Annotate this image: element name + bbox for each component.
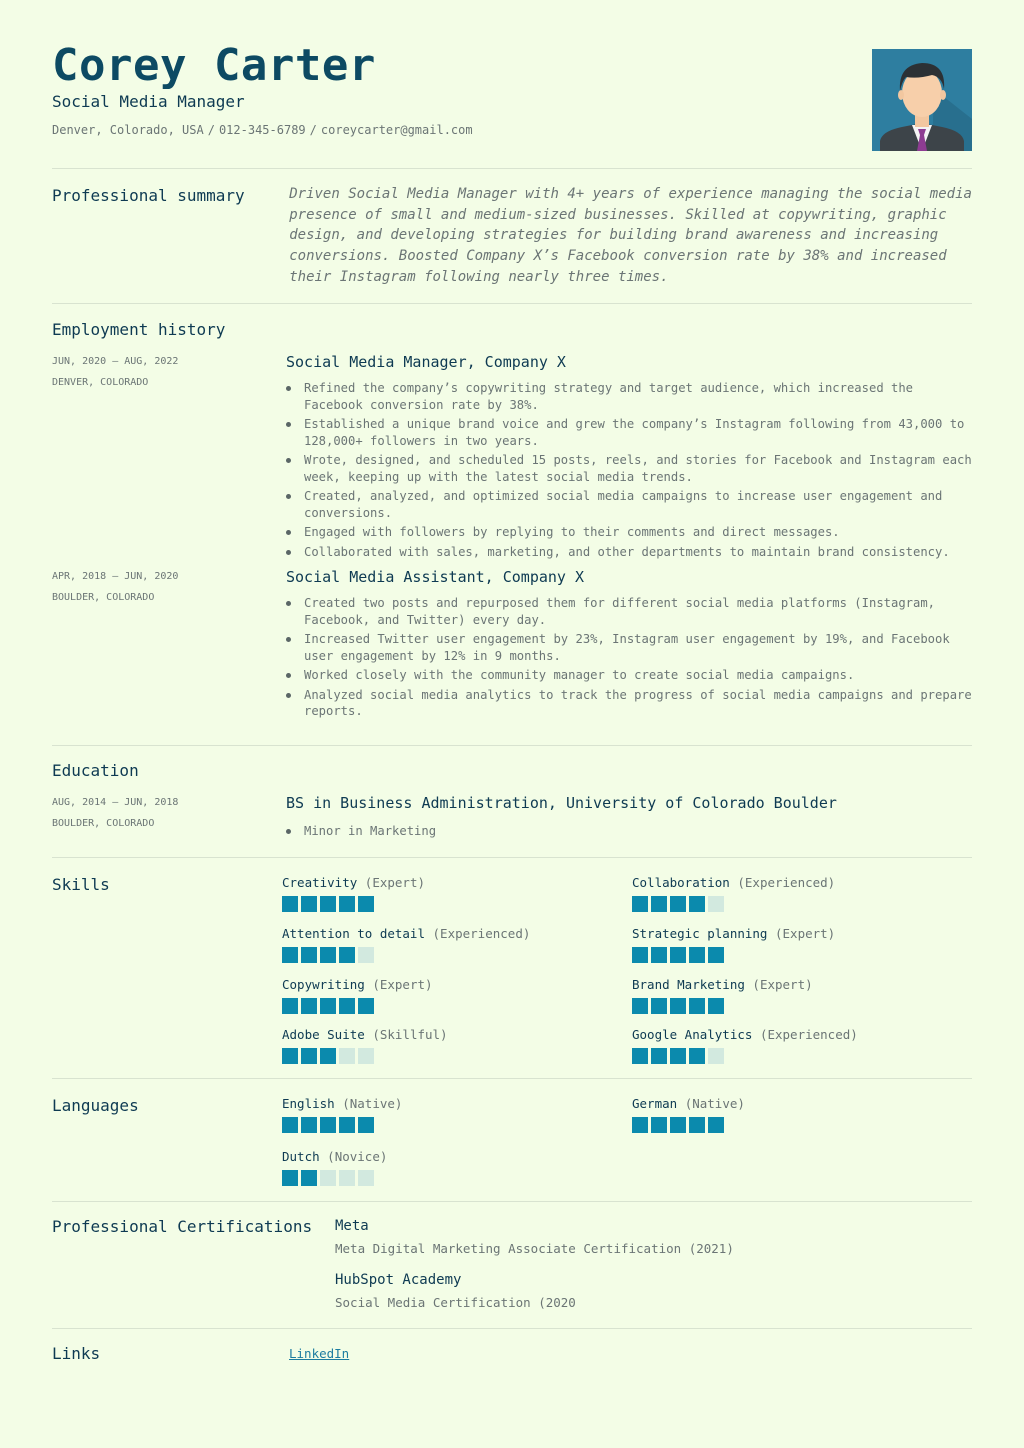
skill-level: (Expert) <box>775 925 836 941</box>
rating-square-filled <box>708 998 724 1014</box>
candidate-name: Corey Carter <box>52 40 376 91</box>
certifications-heading: Professional Certifications <box>52 1217 313 1236</box>
rating-square-filled <box>339 998 355 1014</box>
skill-item <box>282 926 632 975</box>
language-level: (Native) <box>342 1096 403 1111</box>
language-rating <box>282 1117 632 1133</box>
skill-item <box>632 926 972 975</box>
rating-square-filled <box>670 1048 686 1064</box>
language-level: (Novice) <box>327 1148 388 1164</box>
rating-square-filled <box>651 1048 667 1064</box>
job-bullets <box>286 595 972 720</box>
education-body <box>286 793 972 843</box>
rating-square-filled <box>632 896 648 912</box>
skill-rating <box>632 1048 972 1064</box>
skill-name: Creativity <box>282 875 358 890</box>
languages-section <box>52 1079 972 1201</box>
skill-rating <box>632 896 972 912</box>
job-location: DENVER, COLORADO <box>52 377 149 388</box>
job-bullets <box>286 380 972 560</box>
rating-square-filled <box>339 1117 355 1133</box>
skill-item <box>282 977 632 1026</box>
rating-square-filled <box>282 947 298 963</box>
education-section <box>52 746 972 857</box>
skill-name: Brand Marketing <box>632 976 745 992</box>
job-title: Social Media Manager, Company X <box>286 353 566 371</box>
skills-grid <box>282 875 972 1078</box>
rating-square-filled <box>358 998 374 1014</box>
summary-text: Driven Social Media Manager with 4+ years of experience managing the social media presence of small and medium-sized businesses. Skilled at copywriting, graphic design, and developing strategies for building brand awareness and increasing conversions. Boosted Company X’s Facebook conversion rate by 38% and increased their Instagram following nearly three times. <box>289 186 972 285</box>
links-heading: Links <box>52 1344 101 1363</box>
education-bullet: Minor in Marketing <box>286 823 972 840</box>
contact-email: coreycarter@gmail.com <box>320 123 473 137</box>
skill-rating <box>632 998 972 1014</box>
rating-square-filled <box>689 1117 705 1133</box>
skill-level: (Experienced) <box>737 875 836 890</box>
rating-square-filled <box>320 896 336 912</box>
rating-square-empty <box>358 947 374 963</box>
language-rating <box>632 1117 972 1133</box>
rating-square-filled <box>632 998 648 1014</box>
rating-square-filled <box>651 896 667 912</box>
rating-square-filled <box>651 998 667 1014</box>
contact-separator: / <box>207 123 215 137</box>
language-rating <box>282 1170 632 1186</box>
job-entry <box>52 567 972 723</box>
education-heading: Education <box>52 761 139 780</box>
certifications-list <box>335 1217 734 1328</box>
summary-section <box>52 169 972 303</box>
job-bullet: Created, analyzed, and optimized social media campaigns to increase user engagement and conversions. <box>286 488 972 521</box>
job-location: BOULDER, COLORADO <box>52 592 155 603</box>
rating-square-filled <box>339 896 355 912</box>
skill-item <box>282 1027 632 1076</box>
rating-square-filled <box>358 896 374 912</box>
certification-item <box>335 1217 734 1257</box>
skill-rating <box>282 1048 632 1064</box>
rating-square-filled <box>301 947 317 963</box>
certification-name: Meta Digital Marketing Associate Certification (2021) <box>335 1241 734 1256</box>
skill-rating <box>282 896 632 912</box>
contact-location: Denver, Colorado, USA <box>52 123 204 137</box>
rating-square-filled <box>282 896 298 912</box>
rating-square-filled <box>632 947 648 963</box>
skill-level: (Experienced) <box>759 1027 858 1043</box>
education-dates: AUG, 2014 – JUN, 2018 <box>52 797 179 808</box>
rating-square-filled <box>282 1170 298 1186</box>
education-bullets <box>286 823 972 840</box>
rating-square-filled <box>689 947 705 963</box>
skill-name: Copywriting <box>282 976 365 992</box>
rating-square-filled <box>651 947 667 963</box>
skill-item <box>282 875 632 924</box>
education-location: BOULDER, COLORADO <box>52 818 155 829</box>
language-name: English <box>282 1096 335 1111</box>
languages-heading: Languages <box>52 1096 139 1115</box>
rating-square-filled <box>651 1117 667 1133</box>
rating-square-empty <box>339 1048 355 1064</box>
certifications-section <box>52 1202 972 1328</box>
rating-square-filled <box>320 1048 336 1064</box>
resume-header <box>52 0 972 168</box>
rating-square-empty <box>358 1048 374 1064</box>
job-bullet: Engaged with followers by replying to their comments and direct messages. <box>286 524 972 541</box>
summary-heading: Professional summary <box>52 186 245 205</box>
rating-square-filled <box>670 998 686 1014</box>
links-section <box>52 1329 972 1364</box>
rating-square-empty <box>708 896 724 912</box>
job-title: Social Media Assistant, Company X <box>286 568 585 586</box>
skills-section <box>52 858 972 1078</box>
employment-section <box>52 304 972 745</box>
job-body <box>286 352 972 563</box>
job-meta <box>52 567 286 723</box>
rating-square-empty <box>339 1170 355 1186</box>
skill-name: Attention to detail <box>282 925 425 941</box>
job-body <box>286 567 972 723</box>
rating-square-filled <box>689 1048 705 1064</box>
skill-rating <box>632 947 972 963</box>
rating-square-filled <box>282 1117 298 1133</box>
employment-heading: Employment history <box>52 320 226 339</box>
rating-square-filled <box>632 1048 648 1064</box>
skill-item <box>632 977 972 1026</box>
job-dates: APR, 2018 – JUN, 2020 <box>52 571 179 582</box>
job-bullet: Analyzed social media analytics to track the progress of social media campaigns and prepare reports. <box>286 687 972 720</box>
language-level: (Native) <box>684 1096 745 1111</box>
job-dates: JUN, 2020 – AUG, 2022 <box>52 356 179 367</box>
rating-square-filled <box>320 947 336 963</box>
job-bullet: Wrote, designed, and scheduled 15 posts, reels, and stories for Facebook and Instagram each week, keeping up with the latest social media trends. <box>286 452 972 485</box>
rating-square-filled <box>282 998 298 1014</box>
rating-square-filled <box>670 947 686 963</box>
person-avatar-icon <box>872 49 972 151</box>
job-bullet: Collaborated with sales, marketing, and other departments to maintain brand consistency. <box>286 544 972 561</box>
languages-grid <box>282 1096 972 1201</box>
contact-line <box>52 122 972 138</box>
degree-title: BS in Business Administration, University of Colorado Boulder <box>286 794 837 812</box>
language-item <box>632 1096 972 1145</box>
skill-item <box>632 1027 972 1076</box>
job-meta <box>52 352 286 563</box>
rating-square-filled <box>708 947 724 963</box>
contact-phone: 012-345-6789 <box>218 123 306 137</box>
skill-name: Strategic planning <box>632 925 768 941</box>
education-meta <box>52 793 286 843</box>
rating-square-filled <box>301 1170 317 1186</box>
job-bullet: Created two posts and repurposed them for different social media platforms (Instagram, Facebook, and Twitter) every day. <box>286 595 972 628</box>
rating-square-empty <box>320 1170 336 1186</box>
language-item <box>282 1149 632 1198</box>
skill-level: (Skillful) <box>372 1027 448 1043</box>
job-bullet: Increased Twitter user engagement by 23%, Instagram user engagement by 19%, and Facebook user engagement by 12% in 9 months. <box>286 631 972 664</box>
rating-square-filled <box>320 1117 336 1133</box>
skill-item <box>632 875 972 924</box>
skill-level: (Experienced) <box>432 925 531 941</box>
skill-rating <box>282 947 632 963</box>
skill-level: (Expert) <box>364 875 426 890</box>
job-bullet: Established a unique brand voice and grew the company’s Instagram following from 43,000 to 128,000+ followers in two years. <box>286 416 972 449</box>
certification-name: Social Media Certification (2020 <box>335 1295 576 1310</box>
certification-org: Meta <box>335 1218 369 1234</box>
skill-rating <box>282 998 632 1014</box>
job-entry <box>52 352 972 563</box>
rating-square-filled <box>301 896 317 912</box>
skill-name: Google Analytics <box>632 1027 753 1043</box>
skill-level: (Expert) <box>752 976 813 992</box>
rating-square-filled <box>301 998 317 1014</box>
rating-square-filled <box>301 1117 317 1133</box>
rating-square-filled <box>670 896 686 912</box>
rating-square-filled <box>301 1048 317 1064</box>
rating-square-filled <box>358 1117 374 1133</box>
contact-separator: / <box>309 123 317 137</box>
rating-square-empty <box>358 1170 374 1186</box>
rating-square-filled <box>632 1117 648 1133</box>
language-item <box>282 1096 632 1145</box>
rating-square-empty <box>708 1048 724 1064</box>
job-bullet: Refined the company’s copywriting strategy and target audience, which increased the Facebook conversion rate by 38%. <box>286 380 972 413</box>
certification-item <box>335 1271 734 1311</box>
language-name: Dutch <box>282 1148 320 1164</box>
candidate-title: Social Media Manager <box>52 92 245 111</box>
skills-heading: Skills <box>52 875 110 894</box>
skill-name: Collaboration <box>632 875 730 890</box>
rating-square-filled <box>708 1117 724 1133</box>
skill-name: Adobe Suite <box>282 1027 365 1043</box>
rating-square-filled <box>282 1048 298 1064</box>
rating-square-filled <box>689 998 705 1014</box>
rating-square-filled <box>339 947 355 963</box>
skill-level: (Expert) <box>372 976 433 992</box>
education-entry <box>52 793 972 843</box>
rating-square-filled <box>689 896 705 912</box>
job-bullet: Worked closely with the community manager to create social media campaigns. <box>286 667 972 684</box>
certification-org: HubSpot Academy <box>335 1272 462 1288</box>
rating-square-filled <box>670 1117 686 1133</box>
language-name: German <box>632 1096 678 1111</box>
rating-square-filled <box>320 998 336 1014</box>
linkedin-link[interactable]: LinkedIn <box>289 1346 350 1361</box>
